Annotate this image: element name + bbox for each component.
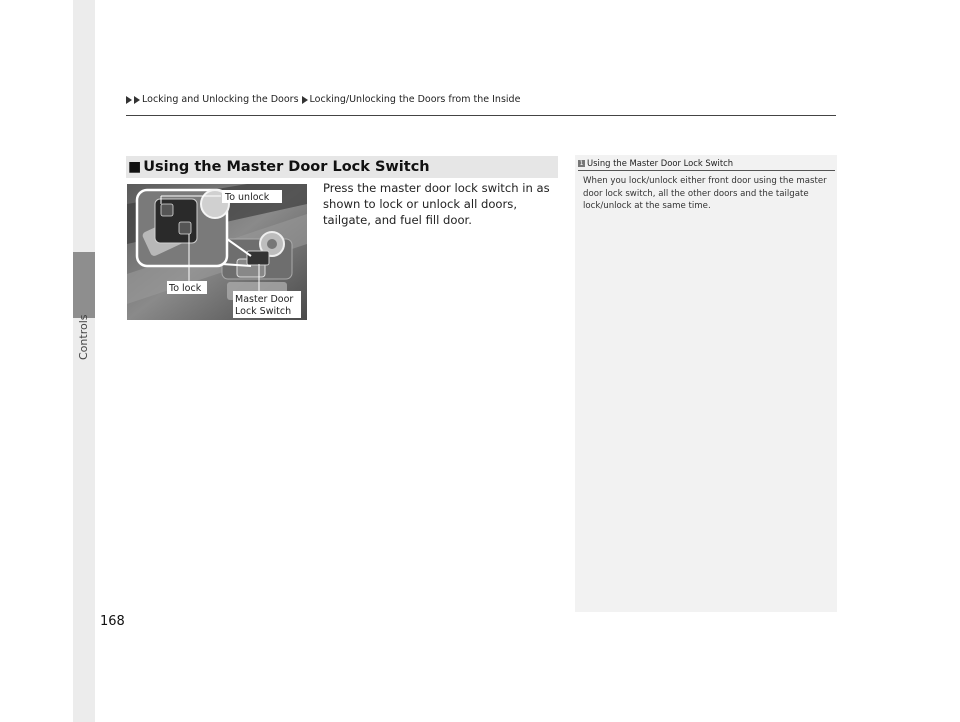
- breadcrumb-item-1[interactable]: Locking and Unlocking the Doors: [142, 94, 299, 105]
- note-rule: [578, 170, 835, 171]
- header-rule: [126, 115, 836, 116]
- sidebar-label: Controls: [77, 314, 90, 360]
- label-master-door-line2: Lock Switch: [235, 306, 292, 317]
- note-text: When you lock/unlock either front door using the master door lock switch, all the other doors and the tailgate lock/unlock at the same time.: [583, 176, 827, 211]
- breadcrumb-arrow-icon: [302, 96, 308, 104]
- breadcrumb-arrow-icon: [134, 96, 140, 104]
- section-marker-icon: ■: [128, 159, 142, 175]
- breadcrumb-item-2[interactable]: Locking/Unlocking the Doors from the Inside: [309, 94, 521, 105]
- note-title[interactable]: Using the Master Door Lock Switch: [587, 158, 734, 168]
- note-reference-icon: 1: [579, 159, 584, 167]
- page-number: 168: [100, 614, 125, 629]
- breadcrumb-arrow-icon: [126, 96, 132, 104]
- label-to-unlock: To unlock: [225, 192, 270, 203]
- sidebar: [73, 0, 95, 722]
- label-master-door-line1: Master Door: [235, 294, 294, 305]
- label-to-lock: To lock: [169, 283, 202, 294]
- master-door-lock-switch-figure: [127, 184, 307, 320]
- note-header: [578, 158, 733, 168]
- breadcrumb: [126, 94, 520, 105]
- body-paragraph: Press the master door lock switch in as shown to lock or unlock all doors, tailgate, and fuel fill door.: [323, 181, 550, 227]
- note-panel: [575, 155, 837, 612]
- section-header: [126, 156, 558, 178]
- section-title: Using the Master Door Lock Switch: [143, 159, 430, 175]
